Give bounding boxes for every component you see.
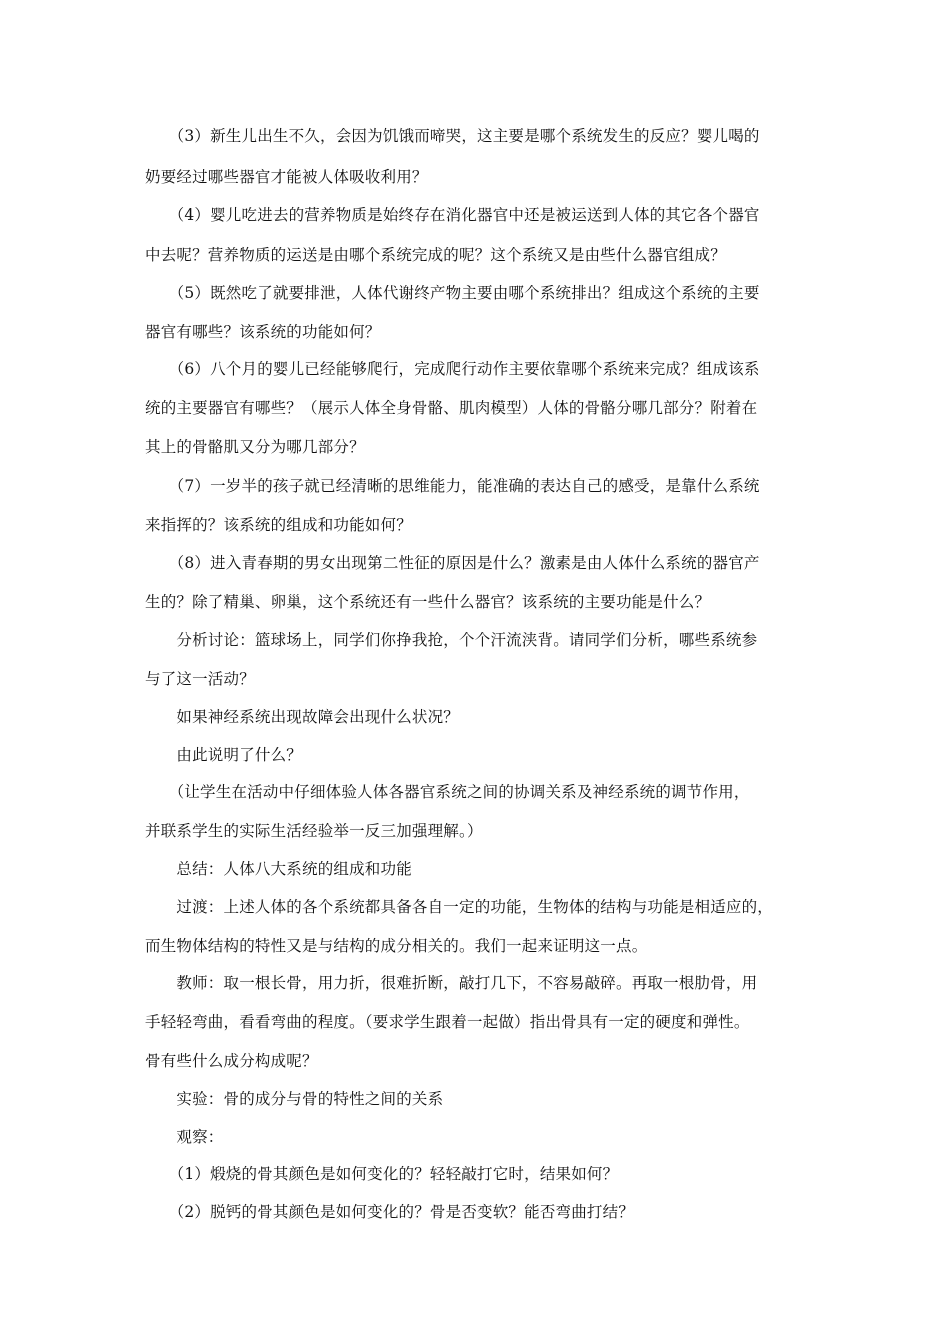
text-line: 过渡：上述人体的各个系统都具备各自一定的功能，生物体的结构与功能是相适应的， [145,898,774,916]
text-line: 与了这一活动？ [145,670,255,688]
paragraph-question-3 [145,124,810,189]
text-line: 而生物体结构的特性又是与结构的成分相关的。我们一起来证明这一点。 [145,937,648,955]
paragraph-transition [145,895,810,958]
paragraph-what-it-shows [145,743,810,767]
text-line: （3）新生儿出生不久，会因为饥饿而啼哭，这主要是哪个系统发生的反应？婴儿喝的 [145,127,760,145]
paragraph-question-6 [145,357,810,459]
text-line: （8）进入青春期的男女出现第二性征的原因是什么？激素是由人体什么系统的器官产 [145,554,760,572]
text-line: 奶要经过哪些器官才能被人体吸收利用？ [145,168,428,186]
paragraph-question-4 [145,203,810,267]
text-line: 并联系学生的实际生活经验举一反三加强理解。） [145,822,483,840]
text-line: （7）一岁半的孩子就已经清晰的思维能力，能准确的表达自己的感受，是靠什么系统 [145,477,760,495]
text-line: （1）煅烧的骨其颜色是如何变化的？轻轻敲打它时，结果如何？ [145,1165,619,1183]
paragraph-summary [145,857,810,881]
text-line: 分析讨论：篮球场上，同学们你挣我抢，个个汗流浃背。请同学们分析，哪些系统参 [145,631,758,649]
text-line: 骨有些什么成分构成呢？ [145,1052,318,1070]
text-line: 中去呢？营养物质的运送是由哪个系统完成的呢？这个系统又是由些什么器官组成？ [145,246,726,264]
text-line: （4）婴儿吃进去的营养物质是始终存在消化器官中还是被运送到人体的其它各个器官 [145,206,760,224]
paragraph-question-8 [145,551,810,614]
text-line: 教师：取一根长骨，用力折，很难折断，敲打几下，不容易敲碎。再取一根肋骨，用 [145,974,758,992]
text-line: 总结：人体八大系统的组成和功能 [145,860,412,878]
paragraph-teacher [145,971,810,1073]
text-line: 来指挥的？该系统的组成和功能如何？ [145,516,412,534]
text-line: （6）八个月的婴儿已经能够爬行，完成爬行动作主要依靠哪个系统来完成？组成该系 [145,360,760,378]
text-line: 其上的骨骼肌又分为哪几部分？ [145,438,365,456]
text-line: （2）脱钙的骨其颜色是如何变化的？骨是否变软？能否弯曲打结？ [145,1203,635,1221]
paragraph-observe-1 [145,1162,810,1186]
paragraph-experiment [145,1087,810,1111]
paragraph-nervous-failure [145,705,810,729]
text-line: 统的主要器官有哪些？（展示人体全身骨骼、肌肉模型）人体的骨骼分哪几部分？附着在 [145,399,758,417]
text-line: 手轻轻弯曲，看看弯曲的程度。（要求学生跟着一起做）指出骨具有一定的硬度和弹性。 [145,1013,750,1031]
paragraph-question-5 [145,281,810,344]
text-line: 生的？除了精巢、卵巢，这个系统还有一些什么器官？该系统的主要功能是什么？ [145,593,711,611]
paragraph-teaching-note [145,780,810,843]
paragraph-discussion [145,628,810,691]
paragraph-question-7 [145,474,810,537]
text-line: （让学生在活动中仔细体验人体各器官系统之间的协调关系及神经系统的调节作用， [145,783,750,801]
text-line: 实验：骨的成分与骨的特性之间的关系 [145,1090,444,1108]
text-line: 器官有哪些？该系统的功能如何？ [145,323,381,341]
paragraph-observe-2 [145,1200,810,1224]
text-line: 由此说明了什么？ [145,746,303,764]
text-line: 如果神经系统出现故障会出现什么状况？ [145,708,460,726]
text-line: 观察： [145,1128,224,1146]
text-line: （5）既然吃了就要排泄，人体代谢终产物主要由哪个系统排出？组成这个系统的主要 [145,284,760,302]
paragraph-observe [145,1125,810,1149]
